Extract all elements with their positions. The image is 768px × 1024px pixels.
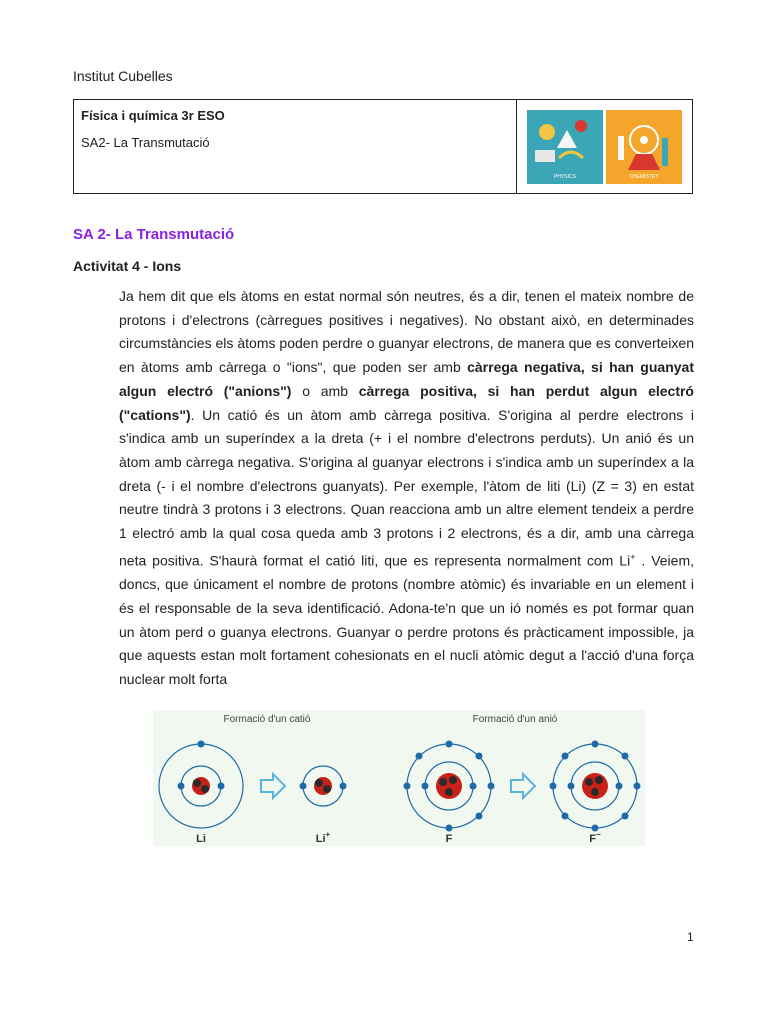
anion-definition: càrrega negativa, si han guanyat algun electró ("anions"): [119, 359, 694, 399]
fluoride-ion-symbol: F: [589, 833, 597, 845]
fluoride-ion: [550, 741, 641, 832]
anion-arrow-icon: [511, 774, 535, 798]
anion-title: Formació d'un anió: [472, 714, 558, 725]
fluoride-ion-charge: −: [596, 830, 601, 839]
institute-name: Institut Cubelles: [73, 68, 173, 84]
cation-definition: càrrega positiva, si han perdut algun electró ("cations"): [119, 382, 694, 423]
chemistry-label: CHEMISTRY: [629, 173, 659, 180]
unit-title: SA2- La Transmutació: [81, 135, 210, 150]
plus-superscript: +: [630, 551, 636, 562]
lithium-ion-charge: +: [325, 830, 331, 839]
body-paragraph: [119, 285, 694, 692]
physics-illustration: [527, 110, 603, 184]
header-table: [73, 99, 693, 194]
lithium-ion-label: [316, 830, 331, 845]
body-text-4: . Veiem, doncs, que únicament el nombre de protons (nombre atòmic) és invariable en un element i és el responsable de la seva identificació. Adona-te'n que un ió només es pot formar quan un àtom perd o guanya electrons. Guanyar o perdre protons és pràcticament impossible, ja que aquests estan molt fortament cohesionats en el nucli atòmic degut a l'acció d'una força nuclear molt forta: [119, 552, 695, 687]
lithium-ion: [300, 766, 347, 806]
activity-title: Activitat 4 - Ions: [73, 258, 182, 274]
lithium-label: Li: [196, 833, 206, 845]
fluorine-atom: [404, 741, 495, 832]
body-text-1: Ja hem dit que els àtoms en estat normal són neutres, és a dir, tenen el mateix nombre de protons i d'electrons (càrregues positives i negatives). No obstant això, en determinades circumstàncies els àtoms poden perdre o guanyar electrons, de manera que es converteixen en àtoms amb càrrega o "ions", que poden ser amb: [119, 288, 694, 376]
section-title: SA 2- La Transmutació: [73, 226, 235, 243]
cation-title: Formació d'un catió: [223, 714, 311, 725]
ion-formation-figure: [153, 710, 645, 846]
science-thumbnail: [527, 110, 682, 184]
header-image-cell: [517, 100, 692, 193]
fluoride-ion-label: [589, 830, 601, 845]
fluorine-label: F: [445, 833, 453, 845]
page-number: 1: [687, 930, 694, 944]
subject-title: Física i química 3r ESO: [81, 108, 225, 123]
body-text-2: o amb: [291, 382, 359, 399]
lithium-atom: [159, 741, 243, 829]
lithium-ion-symbol: Li: [315, 833, 326, 845]
ion-diagram: [153, 710, 645, 846]
body-text-3: . Un catió és un àtom amb càrrega positiva. S'origina al perdre electrons i s'indica amb un superíndex a la dreta (+ i el nombre d'electrons perduts). Un anió és un àtom amb càrrega negativa. S'origina al guanyar electrons i s'indica amb un superíndex a la dreta (- i el nombre d'electrons guanyats). Per exemple, l'àtom de liti (Li) (Z = 3) en estat neutre tindrà 3 protons i 3 electrons. Quan reacciona amb un altre element tendeix a perdre 1 electró amb la qual cosa queda amb 3 protons i 2 electrons, és a dir, amb una càrrega neta positiva. S'haurà format el catió liti, que es representa normalment com Li: [119, 406, 694, 569]
cation-arrow-icon: [261, 774, 285, 798]
physics-label: PHYSICS: [554, 173, 576, 180]
header-text-cell: [74, 100, 517, 193]
chemistry-illustration: [606, 110, 682, 184]
